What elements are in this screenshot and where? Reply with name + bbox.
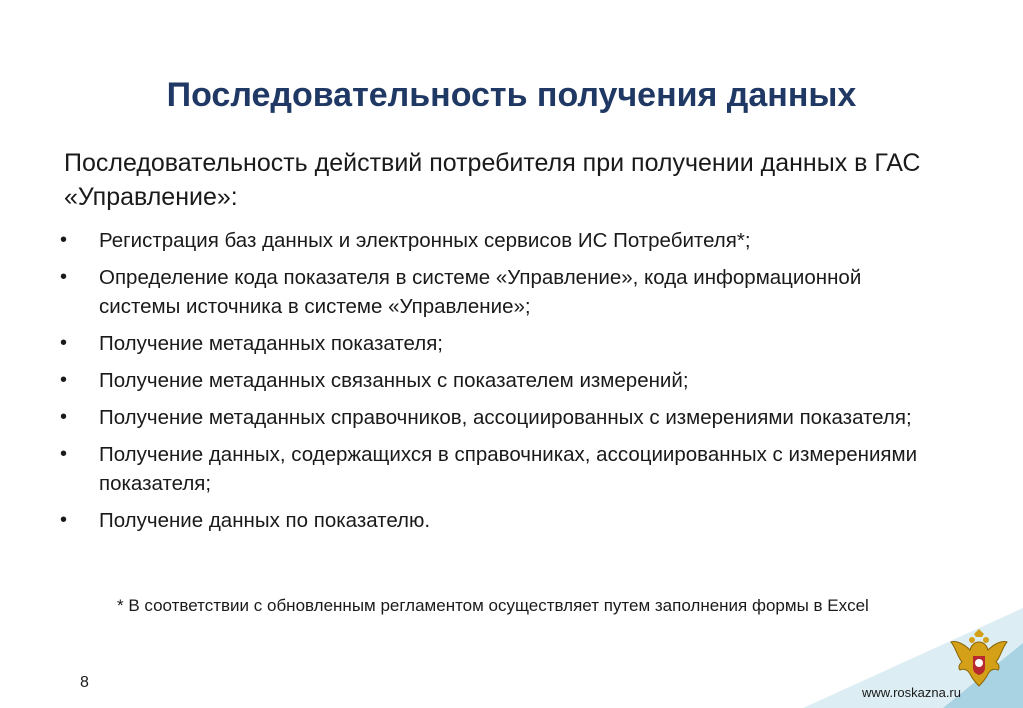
list-item (60, 329, 940, 358)
list-item (60, 506, 940, 535)
bullet-dot: • (60, 509, 68, 531)
bullet-dot: • (60, 443, 68, 465)
bullet-list (60, 226, 940, 543)
website-url: www.roskazna.ru (862, 685, 961, 700)
list-item-text: Получение метаданных связанных с показателем измерений; (99, 369, 689, 392)
bullet-dot: • (60, 332, 68, 354)
intro-text: Последовательность действий потребителя при получении данных в ГАС «Управление»: (64, 149, 921, 211)
list-item-text: Определение кода показателя в системе «Управление», кода информационной системы источника в системе «Управление»; (99, 266, 862, 318)
list-item (60, 440, 940, 498)
list-item (60, 403, 940, 432)
list-item-text: Получение метаданных справочников, ассоциированных с измерениями показателя; (99, 406, 912, 429)
list-item (60, 263, 940, 321)
bullet-dot: • (60, 266, 68, 288)
list-item-text: Получение данных по показателю. (99, 509, 431, 532)
bullet-dot: • (60, 406, 68, 428)
list-item-text: Получение данных, содержащихся в справочниках, ассоциированных с измерениями показателя; (99, 443, 918, 495)
footnote: * В соответствии с обновленным регламентом осуществляет путем заполнения формы в Excel (117, 596, 869, 615)
emblem-icon (948, 628, 1010, 690)
page-number: 8 (80, 674, 89, 691)
list-item-text: Регистрация баз данных и электронных сервисов ИС Потребителя*; (99, 229, 751, 252)
bullet-dot: • (60, 229, 68, 251)
list-item (60, 366, 940, 395)
slide-title: Последовательность получения данных (166, 76, 857, 114)
bullet-dot: • (60, 369, 68, 391)
list-item-text: Получение метаданных показателя; (99, 332, 443, 355)
list-item (60, 226, 940, 255)
